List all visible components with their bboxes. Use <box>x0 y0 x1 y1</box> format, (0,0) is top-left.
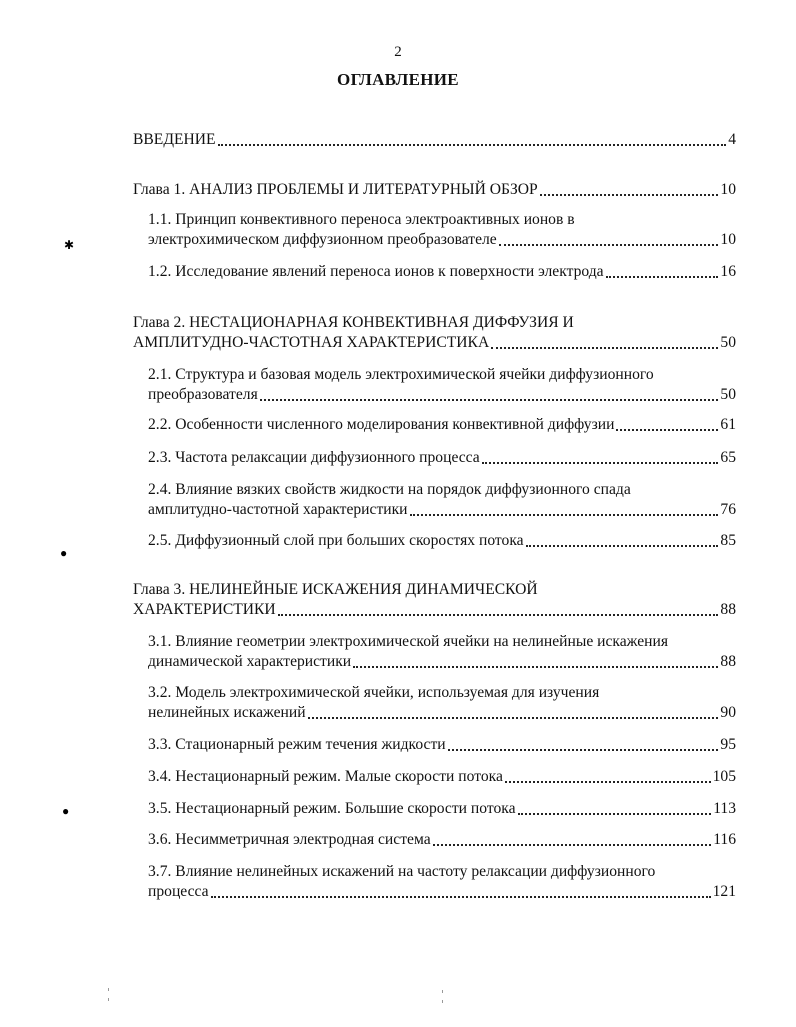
toc-entry-title: Глава 1. АНАЛИЗ ПРОБЛЕМЫ И ЛИТЕРАТУРНЫЙ ОБЗОР <box>133 181 538 198</box>
dot-leader <box>353 665 718 668</box>
toc-entry-page: 85 <box>720 532 736 549</box>
toc-entry-intro[interactable] <box>133 130 736 150</box>
toc-entry-title: АМПЛИТУДНО-ЧАСТОТНАЯ ХАРАКТЕРИСТИКА <box>133 334 490 351</box>
toc-entry-s2-4[interactable] <box>148 480 736 520</box>
toc-entry-title: 3.6. Несимметричная электродная система <box>148 831 431 848</box>
dot-leader <box>410 513 719 516</box>
toc-entry-title: 3.3. Стационарный режим течения жидкости <box>148 736 446 753</box>
dot-leader <box>482 461 719 464</box>
toc-entry-title-line: Глава 3. НЕЛИНЕЙНЫЕ ИСКАЖЕНИЯ ДИНАМИЧЕСКОЙ <box>133 581 538 598</box>
scan-mark: ● <box>62 804 70 818</box>
toc-entry-page: 10 <box>720 231 736 248</box>
toc-entry-page: 10 <box>720 181 736 198</box>
toc-entry-s2-5[interactable] <box>148 531 736 551</box>
toc-entry-page: 105 <box>712 768 736 785</box>
toc-entry-title-line: 3.1. Влияние геометрии электрохимической ячейки на нелинейные искажения <box>148 633 669 650</box>
toc-entry-s3-4[interactable] <box>148 767 736 787</box>
toc-entry-s3-3[interactable] <box>148 735 736 755</box>
toc-entry-page: 116 <box>713 831 736 848</box>
scan-speck <box>108 998 109 1001</box>
toc-title: ОГЛАВЛЕНИЕ <box>337 70 459 89</box>
toc-entry-s2-3[interactable] <box>148 448 736 468</box>
dot-leader <box>218 143 727 146</box>
dot-leader <box>505 780 711 783</box>
toc-entry-title: ВВЕДЕНИЕ <box>133 131 216 148</box>
toc-entry-title-line: Глава 2. НЕСТАЦИОНАРНАЯ КОНВЕКТИВНАЯ ДИФФУЗИЯ И <box>133 314 574 331</box>
dot-leader <box>606 275 719 278</box>
toc-entry-title-line: 1.1. Принцип конвективного переноса электроактивных ионов в <box>148 211 575 228</box>
dot-leader <box>526 544 719 547</box>
toc-entry-s3-6[interactable] <box>148 830 736 850</box>
toc-entry-ch3[interactable] <box>133 580 736 620</box>
dot-leader <box>308 716 719 719</box>
dot-leader <box>433 843 712 846</box>
toc-entry-ch1[interactable] <box>133 180 736 200</box>
dot-leader <box>491 346 718 349</box>
toc-entry-page: 88 <box>720 653 736 670</box>
dot-leader <box>278 613 719 616</box>
toc-entry-title: ХАРАКТЕРИСТИКИ <box>133 601 276 618</box>
toc-entry-page: 16 <box>720 263 736 280</box>
toc-entry-title: 2.2. Особенности численного моделирования конвективной диффузии <box>148 416 615 433</box>
toc-entry-page: 95 <box>720 736 736 753</box>
dot-leader <box>616 428 718 431</box>
toc-entry-page: 88 <box>720 601 736 618</box>
page-number: 2 <box>394 44 402 60</box>
toc-entry-title: 3.4. Нестационарный режим. Малые скорости потока <box>148 768 503 785</box>
toc-entry-page: 90 <box>720 704 736 721</box>
toc-entry-title: 2.3. Частота релаксации диффузионного процесса <box>148 449 480 466</box>
dot-leader <box>260 398 719 401</box>
dot-leader <box>448 748 719 751</box>
dot-leader <box>518 812 712 815</box>
toc-entry-title: 1.2. Исследование явлений переноса ионов к поверхности электрода <box>148 263 604 280</box>
toc-entry-s1-1[interactable] <box>148 210 736 250</box>
toc-entry-title: нелинейных искажений <box>148 704 306 721</box>
scan-speck <box>108 988 109 991</box>
toc-entry-title-line: 3.7. Влияние нелинейных искажений на частоту релаксации диффузионного <box>148 863 656 880</box>
dot-leader <box>211 895 711 898</box>
toc-entry-ch2[interactable] <box>133 313 736 353</box>
toc-entry-s3-1[interactable] <box>148 632 736 672</box>
toc-entry-page: 121 <box>712 883 736 900</box>
toc-entry-s1-2[interactable] <box>148 262 736 282</box>
toc-entry-title: 2.5. Диффузионный слой при больших скоростях потока <box>148 532 524 549</box>
toc-entry-page: 76 <box>720 501 736 518</box>
toc-entry-title-line: 2.4. Влияние вязких свойств жидкости на порядок диффузионного спада <box>148 481 631 498</box>
scan-speck <box>442 990 443 993</box>
toc-entry-s3-2[interactable] <box>148 683 736 723</box>
toc-entry-title: динамической характеристики <box>148 653 352 670</box>
toc-entry-s3-5[interactable] <box>148 799 736 819</box>
toc-entry-title: 3.5. Нестационарный режим. Большие скорости потока <box>148 800 516 817</box>
toc-entry-title-line: 2.1. Структура и базовая модель электрохимической ячейки диффузионного <box>148 366 654 383</box>
toc-entry-page: 65 <box>720 449 736 466</box>
toc-entry-page: 50 <box>720 386 736 403</box>
dot-leader <box>540 193 719 196</box>
toc-entry-page: 50 <box>720 334 736 351</box>
toc-entry-title: преобразователя <box>148 386 258 403</box>
toc-entry-page: 113 <box>713 800 736 817</box>
toc-entry-title-line: 3.2. Модель электрохимической ячейки, используемая для изучения <box>148 684 600 701</box>
scan-mark: ● <box>60 546 68 560</box>
toc-entry-title: процесса <box>148 883 209 900</box>
toc-entry-page: 4 <box>728 131 736 148</box>
toc-entry-s3-7[interactable] <box>148 862 736 902</box>
scan-speck <box>442 1000 443 1003</box>
toc-entry-page: 61 <box>720 416 736 433</box>
toc-entry-title: амплитудно-частотной характеристики <box>148 501 408 518</box>
toc-entry-s2-1[interactable] <box>148 365 736 405</box>
toc-entry-s2-2[interactable] <box>148 415 736 435</box>
scan-mark: ✱ <box>64 238 75 252</box>
toc-entry-title: электрохимическом диффузионном преобразователе <box>148 231 497 248</box>
dot-leader <box>499 243 719 246</box>
